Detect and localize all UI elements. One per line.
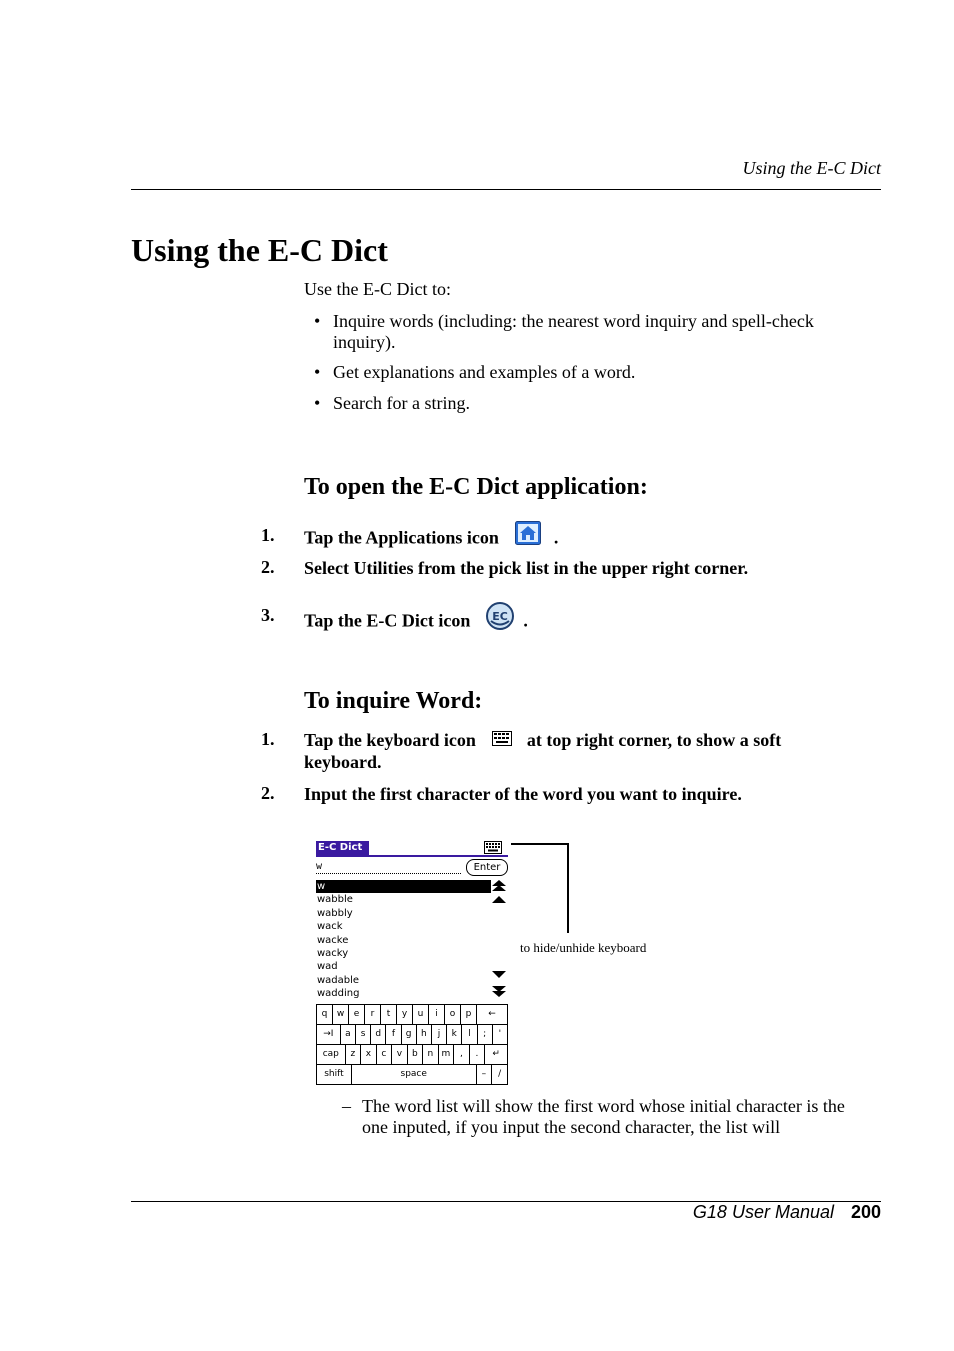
keyboard-icon[interactable] bbox=[484, 841, 502, 853]
key[interactable]: , bbox=[454, 1045, 470, 1064]
title-underline bbox=[316, 855, 508, 857]
note-dash: – bbox=[342, 1096, 351, 1116]
list-item[interactable]: wabble bbox=[317, 894, 353, 906]
key[interactable]: q bbox=[316, 1005, 333, 1024]
key[interactable]: j bbox=[432, 1025, 447, 1044]
bullet-marker: • bbox=[314, 311, 321, 331]
key[interactable]: w bbox=[333, 1005, 349, 1024]
svg-text:EC: EC bbox=[492, 610, 508, 623]
backspace-key[interactable]: ← bbox=[477, 1005, 508, 1024]
ec-dict-icon bbox=[485, 601, 515, 636]
key[interactable]: / bbox=[492, 1065, 508, 1084]
page-up-icon[interactable] bbox=[492, 880, 506, 895]
step-text-end: at top right corner, to show a soft bbox=[526, 730, 782, 750]
list-item[interactable]: w bbox=[316, 880, 491, 893]
keyboard-row bbox=[316, 1025, 508, 1045]
step-number: 2. bbox=[261, 783, 275, 803]
list-item[interactable]: wacke bbox=[317, 934, 349, 946]
keyboard-row bbox=[316, 1065, 508, 1085]
step-text: Tap the E-C Dict icon bbox=[304, 610, 471, 631]
enter-button[interactable]: Enter bbox=[466, 859, 508, 876]
step-text: Select Utilities from the pick list in the upper right corner. bbox=[304, 558, 749, 578]
key[interactable]: d bbox=[371, 1025, 386, 1044]
key[interactable]: . bbox=[470, 1045, 486, 1064]
dict-screenshot bbox=[315, 840, 509, 1083]
key[interactable]: c bbox=[377, 1045, 393, 1064]
intro-text: Use the E-C Dict to: bbox=[304, 279, 451, 299]
key[interactable]: a bbox=[341, 1025, 356, 1044]
key[interactable]: x bbox=[361, 1045, 377, 1064]
key[interactable]: n bbox=[423, 1045, 439, 1064]
key[interactable]: – bbox=[477, 1065, 493, 1084]
callout-label: to hide/unhide keyboard bbox=[520, 940, 647, 955]
callout-line bbox=[567, 843, 569, 933]
key[interactable]: i bbox=[429, 1005, 445, 1024]
step-number: 2. bbox=[261, 557, 275, 577]
note-text: The word list will show the first word whose initial character is the one inputed, if you input the second character, the list will bbox=[362, 1096, 845, 1137]
key[interactable]: r bbox=[365, 1005, 381, 1024]
scroll-down-icon[interactable] bbox=[492, 971, 506, 982]
header-rule bbox=[131, 189, 881, 190]
bullet-marker: • bbox=[314, 393, 321, 413]
step-text: Tap the keyboard icon bbox=[304, 730, 476, 750]
scroll-up-icon[interactable] bbox=[492, 896, 506, 907]
app-title-tab: E-C Dict bbox=[316, 841, 369, 855]
key[interactable]: h bbox=[417, 1025, 432, 1044]
keyboard-row bbox=[316, 1005, 508, 1025]
list-item[interactable]: wacky bbox=[317, 947, 349, 959]
key[interactable]: v bbox=[392, 1045, 408, 1064]
key[interactable]: t bbox=[381, 1005, 397, 1024]
home-icon bbox=[515, 521, 541, 550]
callout-line bbox=[511, 843, 568, 845]
keyboard-icon bbox=[492, 729, 512, 751]
key[interactable]: y bbox=[397, 1005, 413, 1024]
list-item[interactable]: wabbly bbox=[317, 907, 353, 919]
soft-keyboard bbox=[316, 1004, 508, 1085]
step-text-end: . bbox=[553, 527, 559, 548]
key[interactable]: k bbox=[447, 1025, 462, 1044]
shift-key[interactable]: shift bbox=[316, 1065, 352, 1084]
section-heading-open: To open the E-C Dict application: bbox=[304, 474, 648, 500]
page-title: Using the E-C Dict bbox=[131, 232, 388, 268]
caps-key[interactable]: cap bbox=[316, 1045, 346, 1064]
key[interactable]: g bbox=[402, 1025, 417, 1044]
bullet-text: Search for a string. bbox=[333, 393, 470, 413]
step-text-line2: keyboard. bbox=[304, 752, 382, 772]
word-input[interactable]: w bbox=[316, 861, 461, 874]
key[interactable]: ; bbox=[478, 1025, 493, 1044]
list-item[interactable]: wadding bbox=[317, 988, 360, 1000]
key[interactable]: m bbox=[439, 1045, 455, 1064]
section-heading-inquire: To inquire Word: bbox=[304, 688, 483, 714]
key[interactable]: u bbox=[413, 1005, 429, 1024]
key[interactable]: e bbox=[349, 1005, 365, 1024]
page-down-icon[interactable] bbox=[492, 986, 506, 1001]
step-text-end: . bbox=[523, 610, 528, 631]
key[interactable]: o bbox=[445, 1005, 461, 1024]
step-number: 3. bbox=[261, 605, 275, 625]
tab-key[interactable]: →I bbox=[316, 1025, 341, 1044]
key[interactable]: b bbox=[408, 1045, 424, 1064]
bullet-marker: • bbox=[314, 362, 321, 382]
word-list bbox=[316, 880, 491, 1001]
key[interactable]: f bbox=[386, 1025, 401, 1044]
keyboard-row bbox=[316, 1045, 508, 1065]
step-text: Input the first character of the word you want to inquire. bbox=[304, 784, 742, 804]
key[interactable]: l bbox=[462, 1025, 477, 1044]
return-key[interactable]: ↵ bbox=[485, 1045, 508, 1064]
key[interactable]: s bbox=[356, 1025, 371, 1044]
bullet-text: Get explanations and examples of a word. bbox=[333, 362, 636, 382]
space-key[interactable]: space bbox=[352, 1065, 477, 1084]
key[interactable]: z bbox=[346, 1045, 362, 1064]
list-item[interactable]: wack bbox=[317, 921, 343, 933]
step-number: 1. bbox=[261, 729, 275, 749]
key[interactable]: ' bbox=[493, 1025, 508, 1044]
page-number: 200 bbox=[850, 1202, 881, 1222]
footer-manual-name: G18 User Manual bbox=[692, 1202, 834, 1222]
step-number: 1. bbox=[261, 525, 275, 545]
key[interactable]: p bbox=[461, 1005, 477, 1024]
list-item[interactable]: wadable bbox=[317, 974, 360, 986]
step-text: Tap the Applications icon bbox=[304, 527, 499, 548]
bullet-text: Inquire words (including: the nearest word inquiry and spell-check inquiry). bbox=[333, 311, 814, 352]
list-item[interactable]: wad bbox=[317, 961, 338, 973]
running-header: Using the E-C Dict bbox=[742, 158, 881, 178]
